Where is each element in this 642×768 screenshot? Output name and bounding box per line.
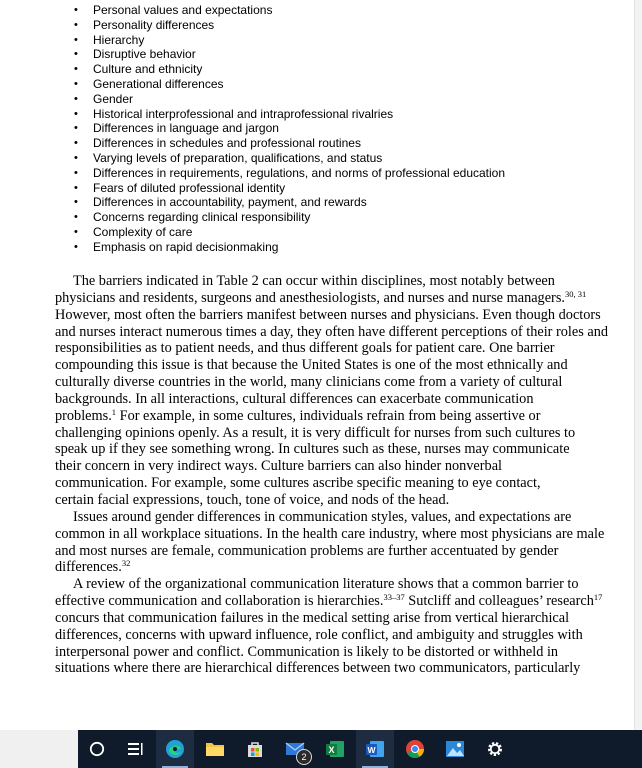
body-text-line bbox=[55, 592, 603, 610]
body-text-line bbox=[55, 475, 565, 492]
bullet-item: • Fears of diluted professional identity bbox=[0, 181, 505, 196]
line-text: certain facial expressions, touch, tone of voice, and nods of the head. bbox=[55, 491, 450, 508]
body-text-line bbox=[55, 609, 570, 627]
edge-browser-button[interactable] bbox=[156, 730, 194, 768]
mail-unread-badge: 2 bbox=[296, 749, 312, 765]
folder-icon bbox=[204, 739, 226, 759]
line-text: and nurses interact numerous times a day, they often have different perceptions of their roles and bbox=[55, 323, 609, 340]
photos-icon bbox=[444, 739, 466, 759]
line-text: differences, concerns with upward influence, role conflict, and ambiguity and struggles with bbox=[55, 626, 583, 643]
body-text-line bbox=[55, 340, 565, 357]
body-text-line bbox=[55, 323, 609, 341]
line-text: physicians and residents, surgeons and anesthesiologists, and nurses and nurse managers. bbox=[55, 289, 565, 306]
line-text: compounding this issue is that because the United States is one of the most ethnically and bbox=[55, 357, 568, 374]
body-text-line bbox=[55, 458, 565, 475]
file-explorer-button[interactable] bbox=[196, 730, 234, 768]
store-bag-icon bbox=[245, 739, 265, 759]
line-text: concurs that communication failures in the medical setting arise from vertical hierarchical bbox=[55, 609, 570, 626]
store-button[interactable] bbox=[236, 730, 274, 768]
body-text-line bbox=[55, 357, 568, 374]
bullet-item: • Emphasis on rapid decisionmaking bbox=[0, 240, 505, 255]
task-view-icon bbox=[126, 740, 144, 758]
line-text: situations where there are hierarchical differences between two communicators, particularly bbox=[55, 660, 581, 677]
body-text-line bbox=[55, 576, 579, 593]
line-text: culturally diverse countries in the world, many clinicians come from a variety of cultural bbox=[55, 374, 563, 391]
body-text-line bbox=[55, 306, 601, 324]
chrome-icon bbox=[404, 738, 426, 760]
line-text: interpersonal power and conflict. Communication is likely to be distorted or withheld in bbox=[55, 643, 559, 660]
document-body bbox=[55, 273, 609, 677]
line-text: communication. For example, some cultures ascribe specific meaning to eye contact, bbox=[55, 475, 541, 492]
word-button[interactable] bbox=[356, 730, 394, 768]
bullet-item: • Varying levels of preparation, qualifications, and status bbox=[0, 151, 505, 166]
edge-icon bbox=[164, 738, 186, 760]
line-text: challenging opinions openly. As a result, it is very difficult for nurses from such cultures to bbox=[55, 424, 576, 441]
mail-button[interactable] bbox=[276, 730, 314, 768]
body-text-line bbox=[55, 441, 570, 458]
line-text: However, most often the barriers manifest between nurses and physicians. Even though doctors bbox=[55, 306, 601, 323]
taskbar-icons bbox=[78, 730, 642, 768]
line-text-continued: For example, in some cultures, individuals refrain from being assertive or bbox=[116, 407, 541, 424]
body-text-line bbox=[55, 525, 605, 543]
settings-button[interactable] bbox=[476, 730, 514, 768]
bullet-item: • Differences in schedules and professional routines bbox=[0, 136, 505, 151]
bullet-item: • Personality differences bbox=[0, 18, 505, 33]
body-text-line bbox=[55, 644, 565, 661]
citation-superscript: 1 bbox=[111, 406, 117, 417]
citation-superscript: 17 bbox=[593, 592, 603, 603]
line-text: and most nurses are female, communication problems are further accentuated by gender bbox=[55, 542, 559, 559]
gear-icon bbox=[485, 739, 505, 759]
line-text: problems. bbox=[55, 407, 112, 424]
excel-letter: X bbox=[328, 745, 335, 755]
line-text: responsibilities as to patient needs, and thus different goals for patient care. One barrier bbox=[55, 340, 555, 357]
word-icon bbox=[364, 738, 386, 760]
line-text-continued: Sutcliff and colleagues’ research bbox=[404, 593, 594, 610]
word-letter: W bbox=[367, 745, 376, 755]
bullet-item: • Concerns regarding clinical responsibility bbox=[0, 210, 505, 225]
body-text-line bbox=[55, 492, 565, 509]
citation-superscript: 33–37 bbox=[383, 592, 405, 603]
body-text-line bbox=[55, 626, 583, 644]
body-text-line bbox=[55, 391, 565, 408]
bullet-item: • Personal values and expectations bbox=[0, 3, 505, 18]
photos-button[interactable] bbox=[436, 730, 474, 768]
body-text-line bbox=[55, 559, 565, 576]
body-text-line bbox=[55, 408, 565, 425]
vertical-scrollbar[interactable] bbox=[634, 0, 642, 730]
search-button[interactable] bbox=[78, 730, 116, 768]
excel-button[interactable] bbox=[316, 730, 354, 768]
body-text-line bbox=[55, 508, 572, 526]
bullet-item: • Disruptive behavior bbox=[0, 47, 505, 62]
bullet-item: • Differences in language and jargon bbox=[0, 121, 505, 136]
citation-superscript: 32 bbox=[121, 558, 131, 569]
body-text-line bbox=[55, 543, 565, 560]
body-text-line bbox=[55, 288, 587, 307]
line-text: effective communication and collaboration is hierarchies. bbox=[55, 593, 384, 610]
line-text: their concern in very indirect ways. Culture barriers can also hinder nonverbal bbox=[55, 458, 503, 475]
line-text: Issues around gender differences in communication styles, values, and expectations are bbox=[73, 508, 572, 525]
bullet-item: • Culture and ethnicity bbox=[0, 62, 505, 77]
bullet-item: • Differences in requirements, regulations, and norms of professional education bbox=[0, 166, 505, 181]
body-text-line bbox=[55, 374, 565, 391]
taskbar bbox=[0, 730, 642, 768]
chrome-button[interactable] bbox=[396, 730, 434, 768]
body-text-line bbox=[55, 273, 565, 290]
bullet-item: • Historical interprofessional and intraprofessional rivalries bbox=[0, 107, 505, 122]
line-text: A review of the organizational communication literature shows that a common barrier to bbox=[73, 576, 579, 593]
line-text: The barriers indicated in Table 2 can occur within disciplines, most notably between bbox=[73, 273, 555, 289]
task-view-button[interactable] bbox=[116, 730, 154, 768]
line-text: speak up if they see something wrong. In cultures such as these, nurses may communicate bbox=[55, 441, 570, 458]
line-text: differences. bbox=[55, 559, 122, 576]
body-text-line bbox=[55, 660, 581, 677]
bullet-item: • Generational differences bbox=[0, 77, 505, 92]
barrier-bullet-list bbox=[0, 3, 505, 255]
bullet-item: • Differences in accountability, payment, and rewards bbox=[0, 195, 505, 210]
line-text: backgrounds. In all interactions, cultural differences can exacerbate communication bbox=[55, 390, 534, 407]
body-text-line bbox=[55, 424, 576, 442]
line-text: common in all workplace situations. In the health care industry, where most physicians are male bbox=[55, 525, 605, 542]
bullet-item: • Complexity of care bbox=[0, 225, 505, 240]
search-circle-icon bbox=[88, 740, 106, 758]
citation-superscript: 30, 31 bbox=[564, 288, 587, 299]
bullet-item: • Gender bbox=[0, 92, 505, 107]
excel-icon bbox=[324, 738, 346, 760]
bullet-item: • Hierarchy bbox=[0, 33, 505, 48]
